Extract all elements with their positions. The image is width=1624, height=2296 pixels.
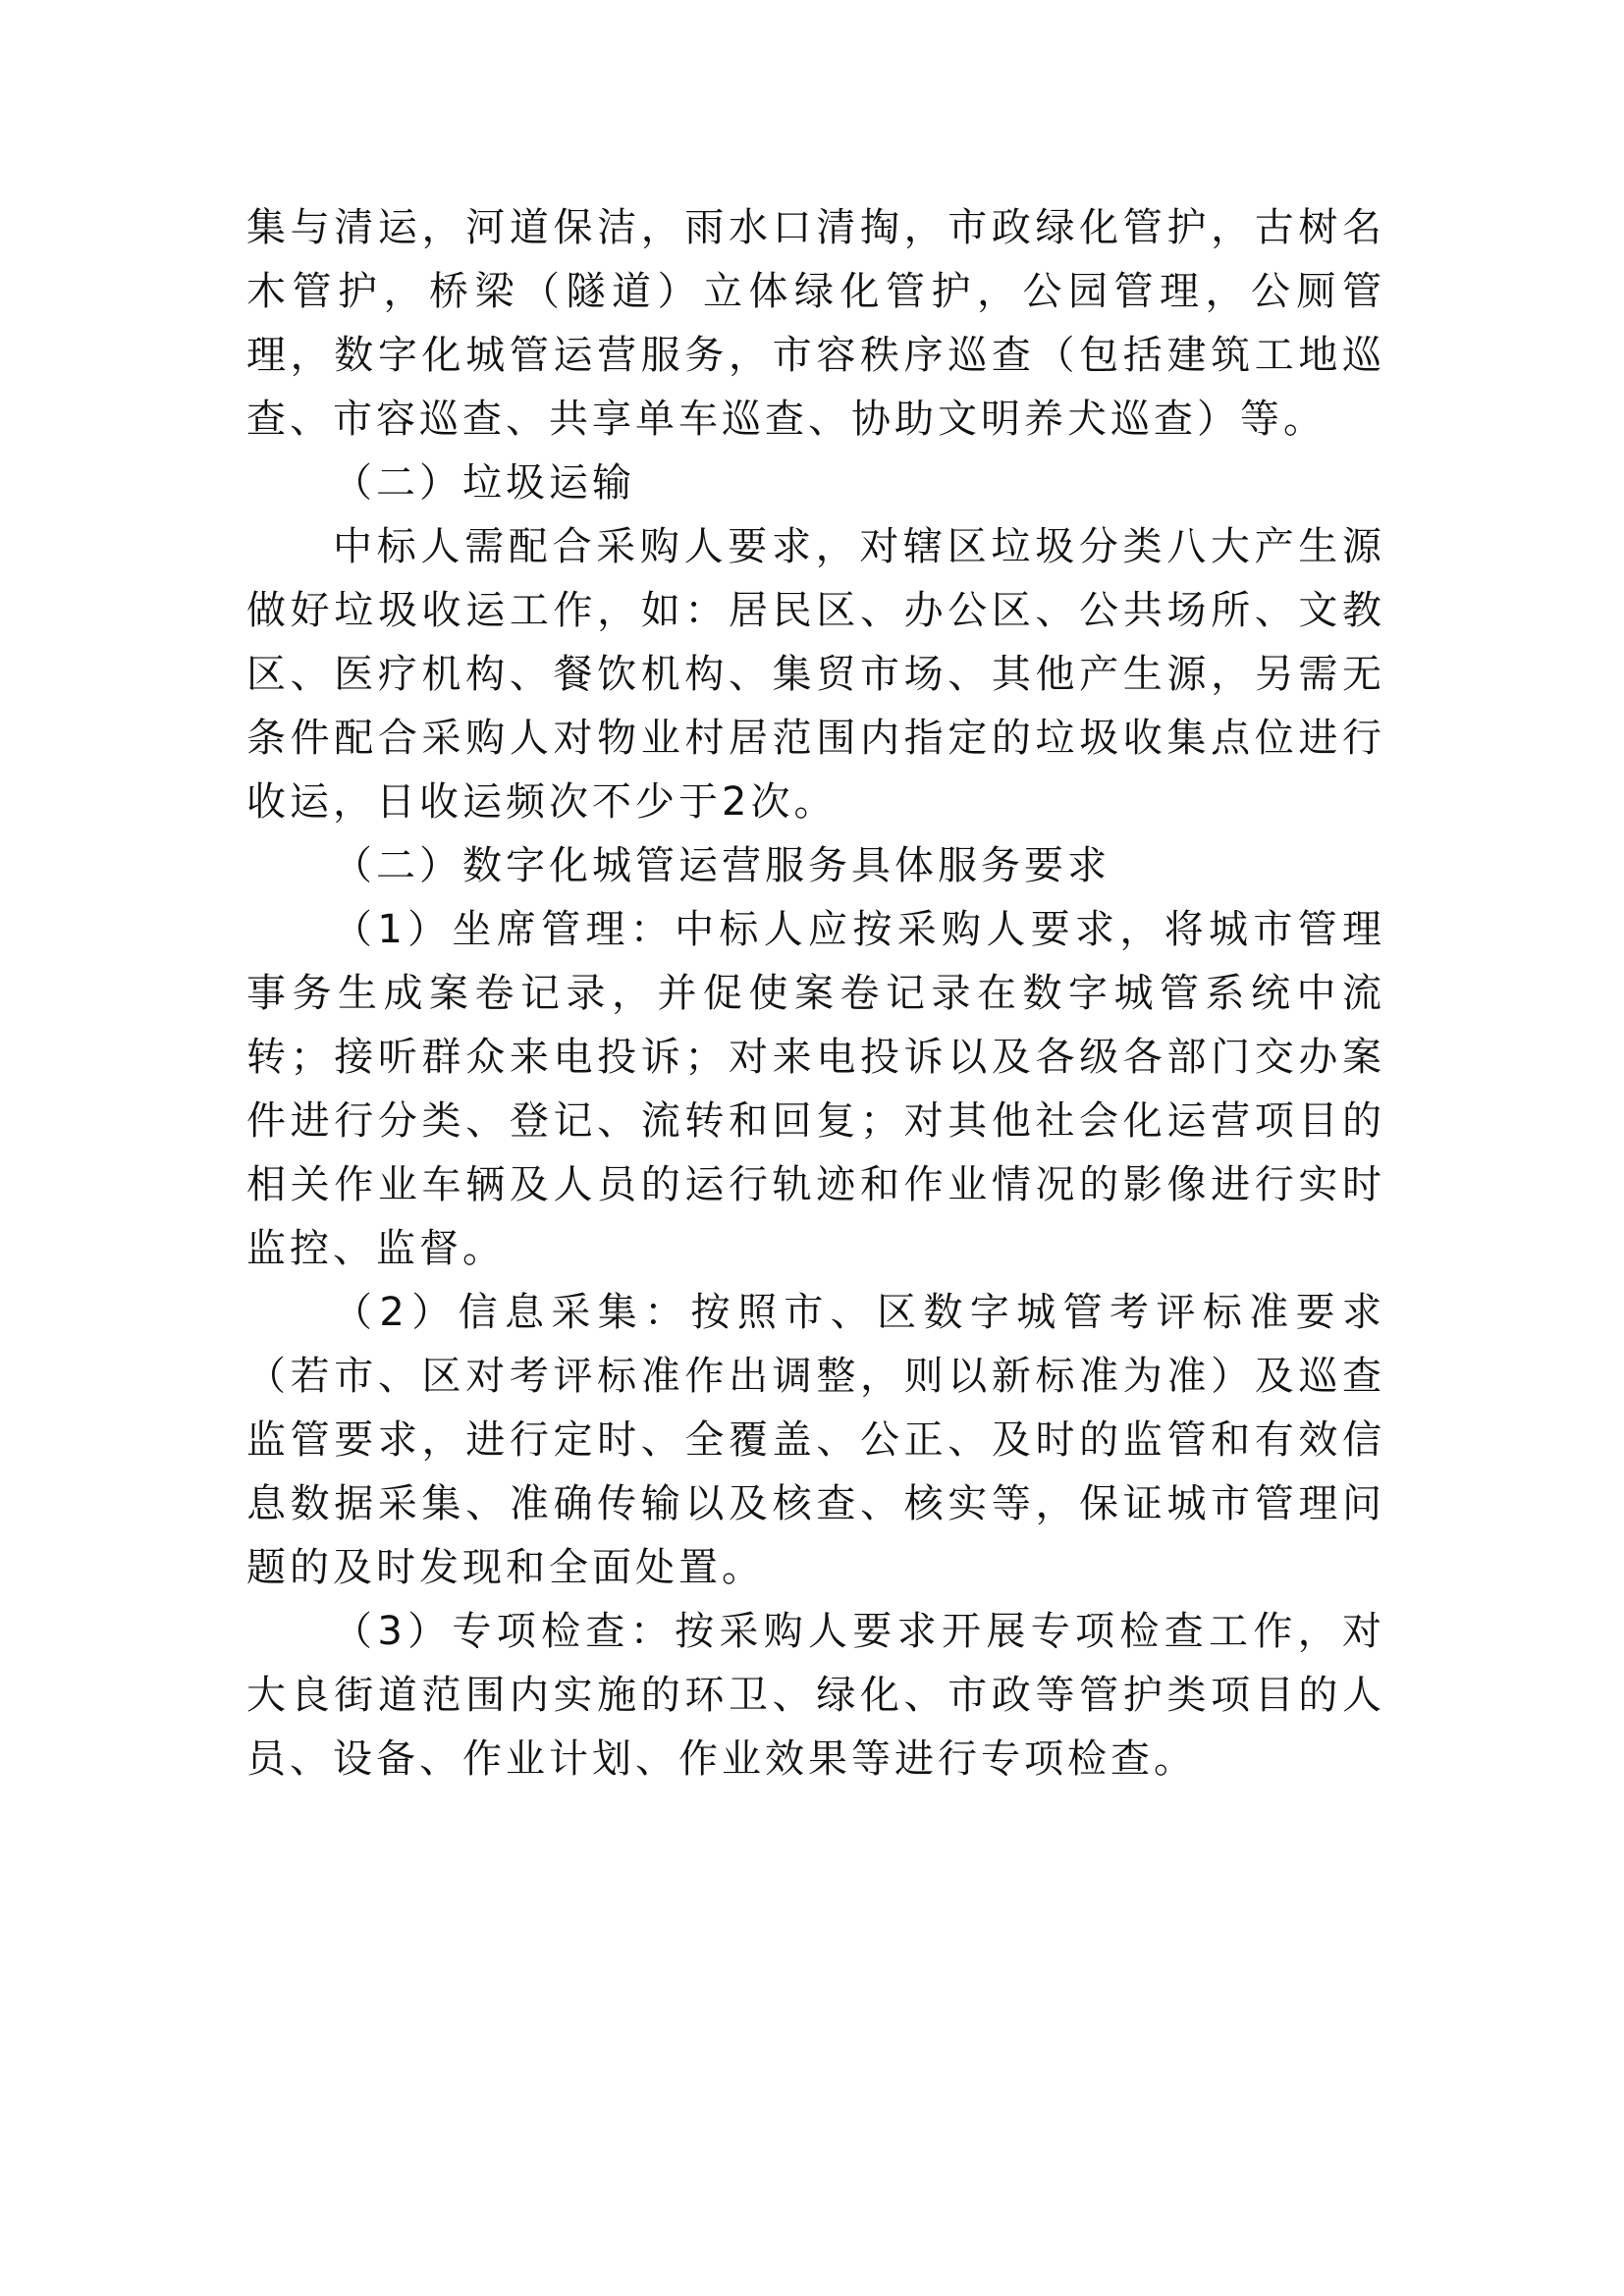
paragraph-special-inspection: （3）专项检查：按采购人要求开展专项检查工作，对大良街道范围内实施的环卫、绿化、市政等管护类项目的人员、设备、作业计划、作业效果等进行专项检查。 xyxy=(246,1609,1385,1782)
paragraph-information-collection: （2）信息采集：按照市、区数字城管考评标准要求（若市、区对考评标准作出调整，则以新标准为准）及巡查监管要求，进行定时、全覆盖、公正、及时的监管和有效信息数据采集、准确传输以及核查、核实等，保证城市管理问题的及时发现和全面处置。 xyxy=(246,1290,1385,1590)
document-page xyxy=(246,196,1385,1791)
paragraph-garbage-transport: 中标人需配合采购人要求，对辖区垃圾分类八大产生源做好垃圾收运工作，如：居民区、办公区、公共场所、文教区、医疗机构、餐饮机构、集贸市场、其他产生源，另需无条件配合采购人对物业村居范围内指定的垃圾收集点位进行收运，日收运频次不少于2次。 xyxy=(246,524,1385,825)
section-heading-garbage-transport: （二）垃圾运输 xyxy=(333,460,635,506)
paragraph-seat-management: （1）坐席管理：中标人应按采购人要求，将城市管理事务生成案卷记录，并促使案卷记录在数字城管系统中流转；接听群众来电投诉；对来电投诉以及各级各部门交办案件进行分类、登记、流转和回复；对其他社会化运营项目的相关作业车辆及人员的运行轨迹和作业情况的影像进行实时监控、监督。 xyxy=(246,907,1385,1271)
paragraph-service-scope-continued: 集与清运，河道保洁，雨水口清掏，市政绿化管护，古树名木管护，桥梁（隧道）立体绿化管护，公园管理，公厕管理，数字化城管运营服务，市容秩序巡查（包括建筑工地巡查、市容巡查、共享单车巡查、协助文明养犬巡查）等。 xyxy=(246,205,1385,442)
section-heading-digital-city-management: （二）数字化城管运营服务具体服务要求 xyxy=(333,843,1110,888)
